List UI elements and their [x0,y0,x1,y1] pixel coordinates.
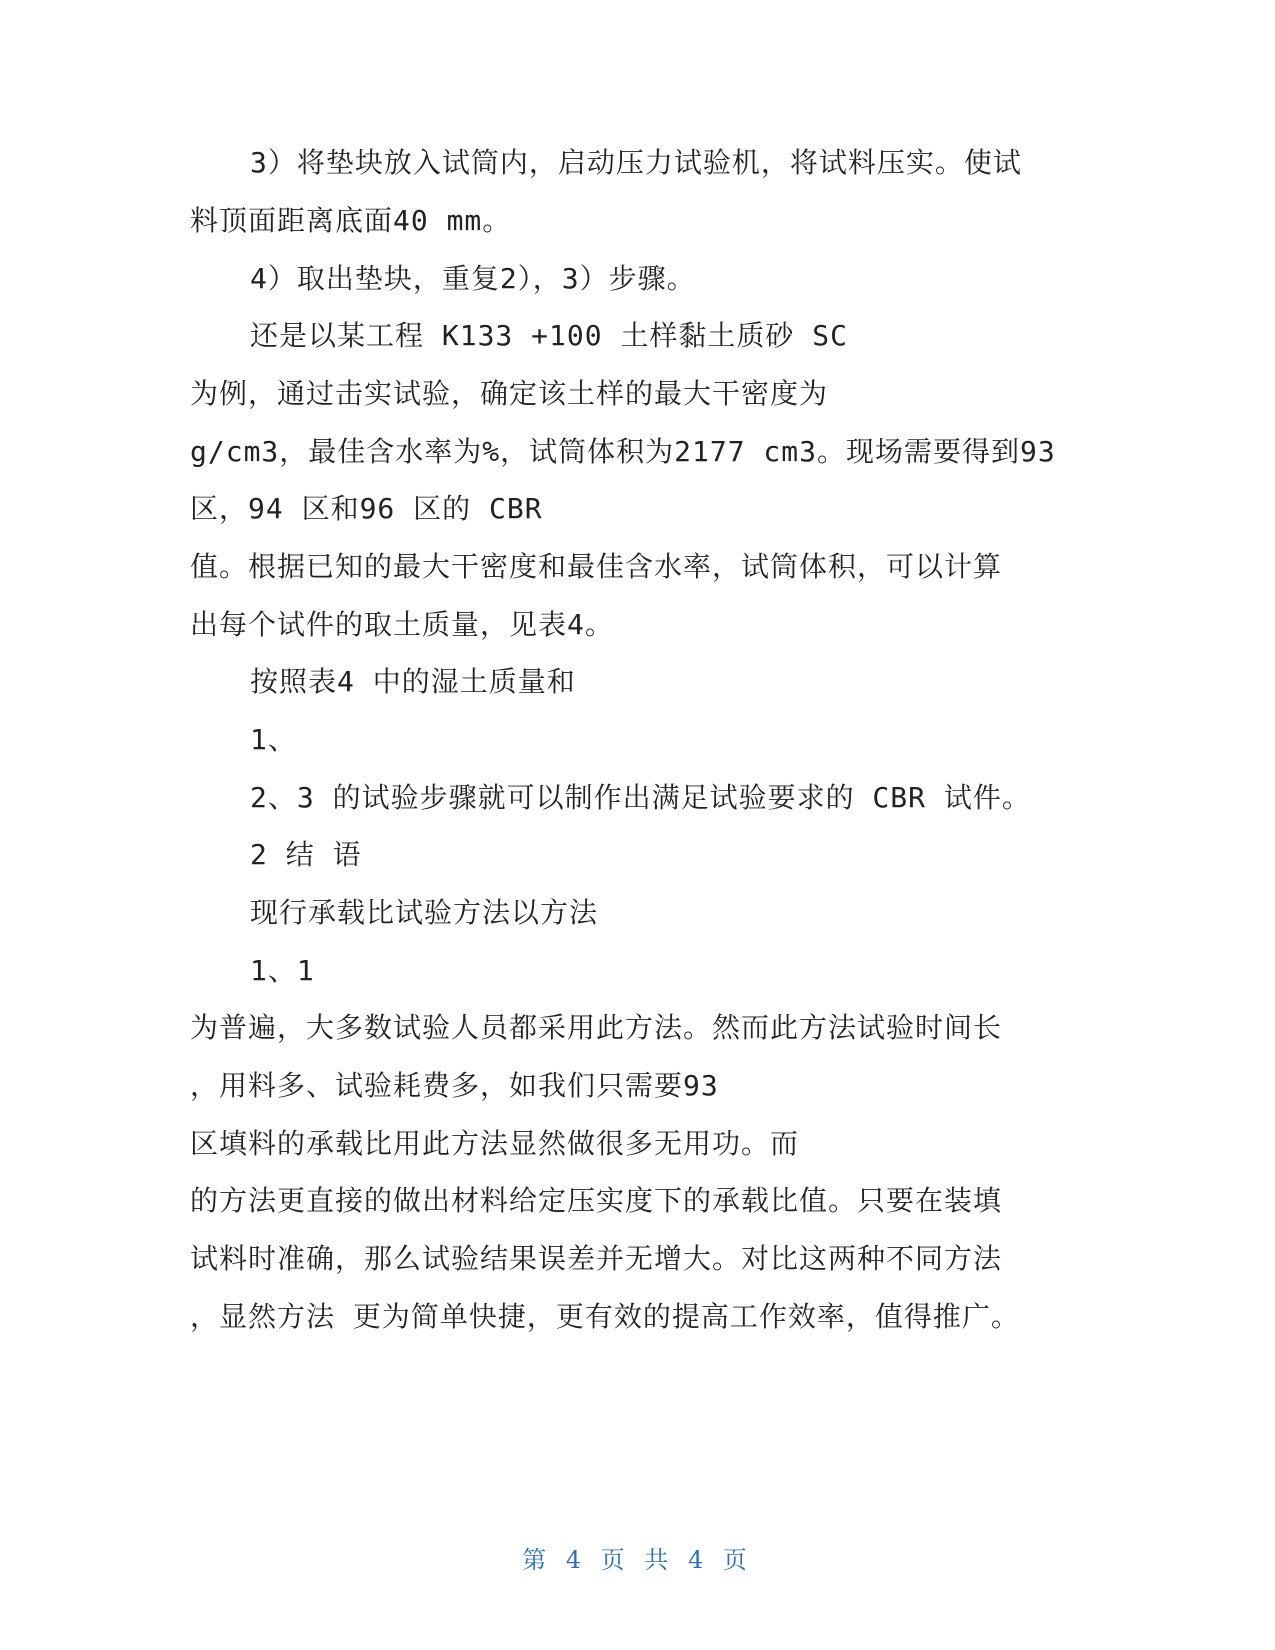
text-line: 料顶面距离底面40 mm。 [190,204,512,237]
text-line: 2、3 的试验步骤就可以制作出满足试验要求的 CBR 试件。 [250,781,1031,814]
text-line: 还是以某工程 K133 +100 土样黏土质砂 SC [250,319,849,352]
text-line: 现行承载比试验方法以方法 [250,896,599,929]
text-line: 为普遍，大多数试验人员都采用此方法。然而此方法试验时间长 [190,1011,1003,1044]
text-line: 的方法更直接的做出材料给定压实度下的承载比值。只要在装填 [190,1184,1003,1217]
text-line: 试料时准确，那么试验结果误差并无增大。对比这两种不同方法 [190,1242,1003,1275]
text-line: 为例，通过击实试验，确定该土样的最大干密度为 [190,377,829,410]
text-line: 区，94 区和96 区的 CBR [190,492,543,525]
page-number-footer: 第 4 页 共 4 页 [522,1546,753,1574]
section-heading: 2 结 语 [250,838,362,871]
text-line: 按照表4 中的湿土质量和 [250,665,576,698]
text-line: 出每个试件的取土质量，见表4。 [190,608,614,641]
text-line: ，显然方法 更为简单快捷，更有效的提高工作效率，值得推广。 [190,1300,1020,1333]
text-line: 1、1 [250,954,315,987]
text-line: 值。根据已知的最大干密度和最佳含水率，试筒体积，可以计算 [190,550,1003,583]
text-line: 4）取出垫块，重复2），3）步骤。 [250,262,696,295]
text-line: 1、 [250,723,297,756]
text-line: 区填料的承载比用此方法显然做很多无用功。而 [190,1127,800,1160]
text-line: ，用料多、试验耗费多，如我们只需要93 [190,1069,719,1102]
text-line: g/cm3，最佳含水率为%，试筒体积为2177 cm3。现场需要得到93 [190,435,1056,468]
text-line: 3）将垫块放入试筒内，启动压力试验机，将试料压实。使试 [250,146,1022,179]
